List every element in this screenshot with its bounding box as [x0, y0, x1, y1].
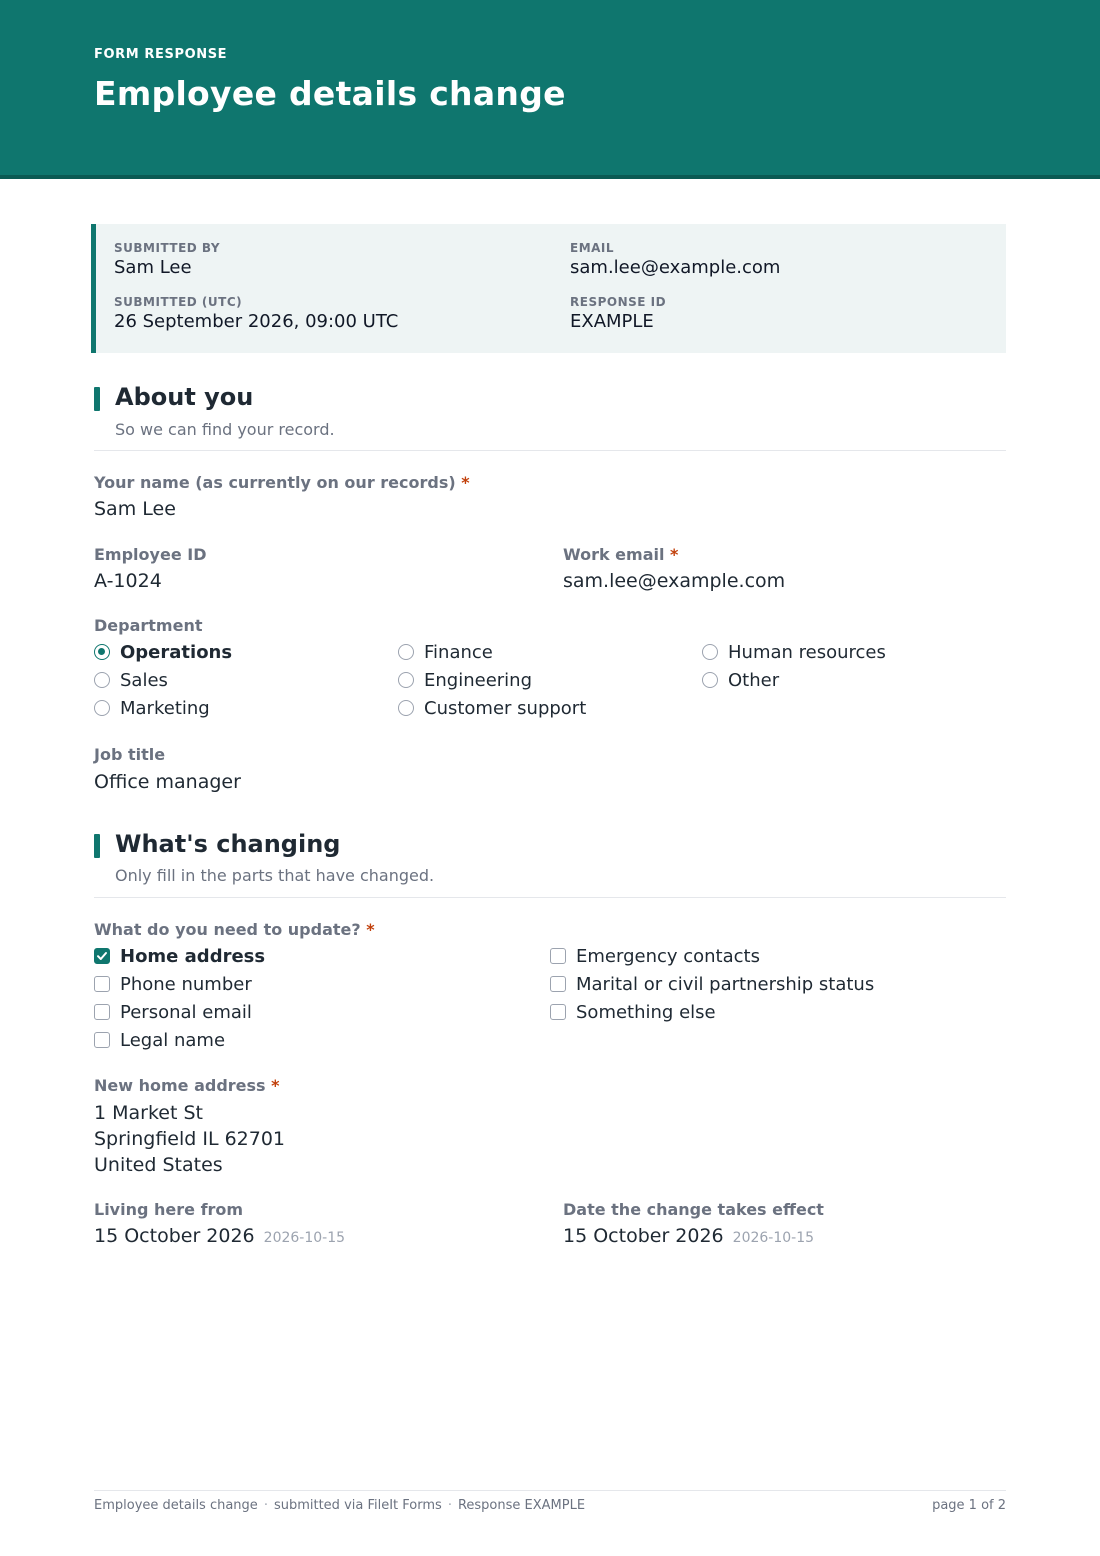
- checkbox-checked-icon: [94, 948, 110, 964]
- meta-label: SUBMITTED BY: [114, 241, 221, 255]
- checkbox-icon: [550, 948, 566, 964]
- field-value-name: Sam Lee: [94, 498, 176, 520]
- required-marker: *: [271, 1076, 280, 1095]
- meta-value: Sam Lee: [114, 257, 192, 278]
- section-divider: [94, 897, 1006, 898]
- option-label: Sales: [120, 669, 168, 691]
- address-line: Springfield IL 62701: [94, 1128, 286, 1150]
- section-accent-bar: [94, 834, 100, 858]
- option-label: Operations: [120, 641, 233, 663]
- option-label: Something else: [576, 1001, 716, 1023]
- header-kicker: FORM RESPONSE: [94, 47, 228, 62]
- label-text: What do you need to update?: [94, 920, 361, 939]
- date-display: 15 October 2026: [94, 1225, 255, 1247]
- field-label-work-email: [563, 545, 678, 564]
- radio-icon: [398, 700, 414, 716]
- field-label-effective-date: Date the change takes effect: [563, 1200, 824, 1219]
- meta-value: 26 September 2026, 09:00 UTC: [114, 311, 399, 332]
- meta-label: SUBMITTED (UTC): [114, 295, 243, 309]
- date-iso: 2026-10-15: [732, 1230, 815, 1246]
- checkbox-icon: [550, 1004, 566, 1020]
- option-label: Phone number: [120, 973, 252, 995]
- department-option-other[interactable]: [702, 669, 779, 691]
- section-accent-bar: [94, 387, 100, 411]
- option-label: Emergency contacts: [576, 945, 760, 967]
- address-line: United States: [94, 1154, 223, 1176]
- radio-icon: [702, 672, 718, 688]
- option-label: Personal email: [120, 1001, 252, 1023]
- option-label: Finance: [424, 641, 493, 663]
- label-text: Work email: [563, 545, 665, 564]
- radio-icon: [398, 644, 414, 660]
- meta-submitted-by: [114, 241, 220, 278]
- footer-info: [94, 1498, 585, 1513]
- field-value-employee-id: A-1024: [94, 570, 162, 592]
- field-label-living-from: Living here from: [94, 1200, 244, 1219]
- radio-selected-icon: [94, 644, 110, 660]
- checkbox-icon: [94, 1032, 110, 1048]
- meta-value: EXAMPLE: [570, 311, 654, 332]
- required-marker: *: [670, 545, 679, 564]
- required-marker: *: [461, 473, 470, 492]
- section-divider: [94, 450, 1006, 451]
- page-title: Employee details change: [94, 74, 566, 113]
- department-option-engineering[interactable]: [398, 669, 532, 691]
- footer-form-name: Employee details change: [94, 1498, 258, 1513]
- section-subtitle-about: So we can find your record.: [115, 420, 335, 439]
- option-label: Other: [728, 669, 780, 691]
- form-header: [0, 0, 1100, 179]
- footer-divider: [94, 1490, 1006, 1491]
- field-value-effective-date: [563, 1225, 814, 1247]
- update-option-something-else[interactable]: [550, 1001, 716, 1023]
- field-value-living-from: [94, 1225, 345, 1247]
- field-value-work-email: sam.lee@example.com: [563, 570, 786, 592]
- page-number: page 1 of 2: [932, 1498, 1006, 1513]
- option-label: Human resources: [728, 641, 886, 663]
- section-title-changing: What's changing: [115, 830, 341, 858]
- field-label-employee-id: Employee ID: [94, 545, 207, 564]
- update-option-legal-name[interactable]: [94, 1029, 225, 1051]
- submission-meta-panel: [91, 224, 1006, 353]
- label-text: Your name (as currently on our records): [94, 473, 456, 492]
- update-option-phone-number[interactable]: [94, 973, 252, 995]
- checkbox-icon: [550, 976, 566, 992]
- meta-label: EMAIL: [570, 241, 615, 255]
- department-option-operations[interactable]: [94, 641, 232, 663]
- field-label-department: Department: [94, 616, 203, 635]
- update-option-emergency-contacts[interactable]: [550, 945, 760, 967]
- meta-submitted-utc: [114, 295, 398, 332]
- section-subtitle-changing: Only fill in the parts that have changed.: [115, 866, 435, 885]
- meta-response-id: [570, 295, 666, 332]
- option-label: Legal name: [120, 1029, 226, 1051]
- update-option-home-address[interactable]: [94, 945, 265, 967]
- field-label-name: [94, 473, 470, 492]
- radio-icon: [94, 700, 110, 716]
- department-option-sales[interactable]: [94, 669, 168, 691]
- footer-response: Response EXAMPLE: [457, 1498, 586, 1513]
- radio-icon: [94, 672, 110, 688]
- option-label: Engineering: [424, 669, 532, 691]
- option-label: Customer support: [424, 697, 587, 719]
- update-option-marital-status[interactable]: [550, 973, 874, 995]
- update-option-personal-email[interactable]: [94, 1001, 252, 1023]
- radio-icon: [702, 644, 718, 660]
- field-label-update: [94, 920, 375, 939]
- field-label-new-address: [94, 1076, 280, 1095]
- footer-source: submitted via FileIt Forms: [273, 1498, 442, 1513]
- checkbox-icon: [94, 976, 110, 992]
- option-label: Marketing: [120, 697, 210, 719]
- field-value-new-address: [94, 1100, 285, 1178]
- footer-separator: ·: [263, 1498, 268, 1513]
- date-iso: 2026-10-15: [263, 1230, 346, 1246]
- label-text: New home address: [94, 1076, 266, 1095]
- footer-separator: ·: [447, 1498, 452, 1513]
- radio-icon: [398, 672, 414, 688]
- field-value-job-title: Office manager: [94, 771, 241, 793]
- meta-email: [570, 241, 780, 278]
- department-option-customer-support[interactable]: [398, 697, 586, 719]
- section-title-about: About you: [115, 383, 254, 411]
- meta-value: sam.lee@example.com: [570, 257, 781, 278]
- checkbox-icon: [94, 1004, 110, 1020]
- department-option-finance[interactable]: [398, 641, 493, 663]
- meta-label: RESPONSE ID: [570, 295, 667, 309]
- option-label: Home address: [120, 945, 266, 967]
- option-label: Marital or civil partnership status: [576, 973, 875, 995]
- address-line: 1 Market St: [94, 1102, 203, 1124]
- date-display: 15 October 2026: [563, 1225, 724, 1247]
- required-marker: *: [366, 920, 375, 939]
- department-option-human-resources[interactable]: [702, 641, 886, 663]
- field-label-job-title: Job title: [94, 745, 166, 764]
- department-option-marketing[interactable]: [94, 697, 210, 719]
